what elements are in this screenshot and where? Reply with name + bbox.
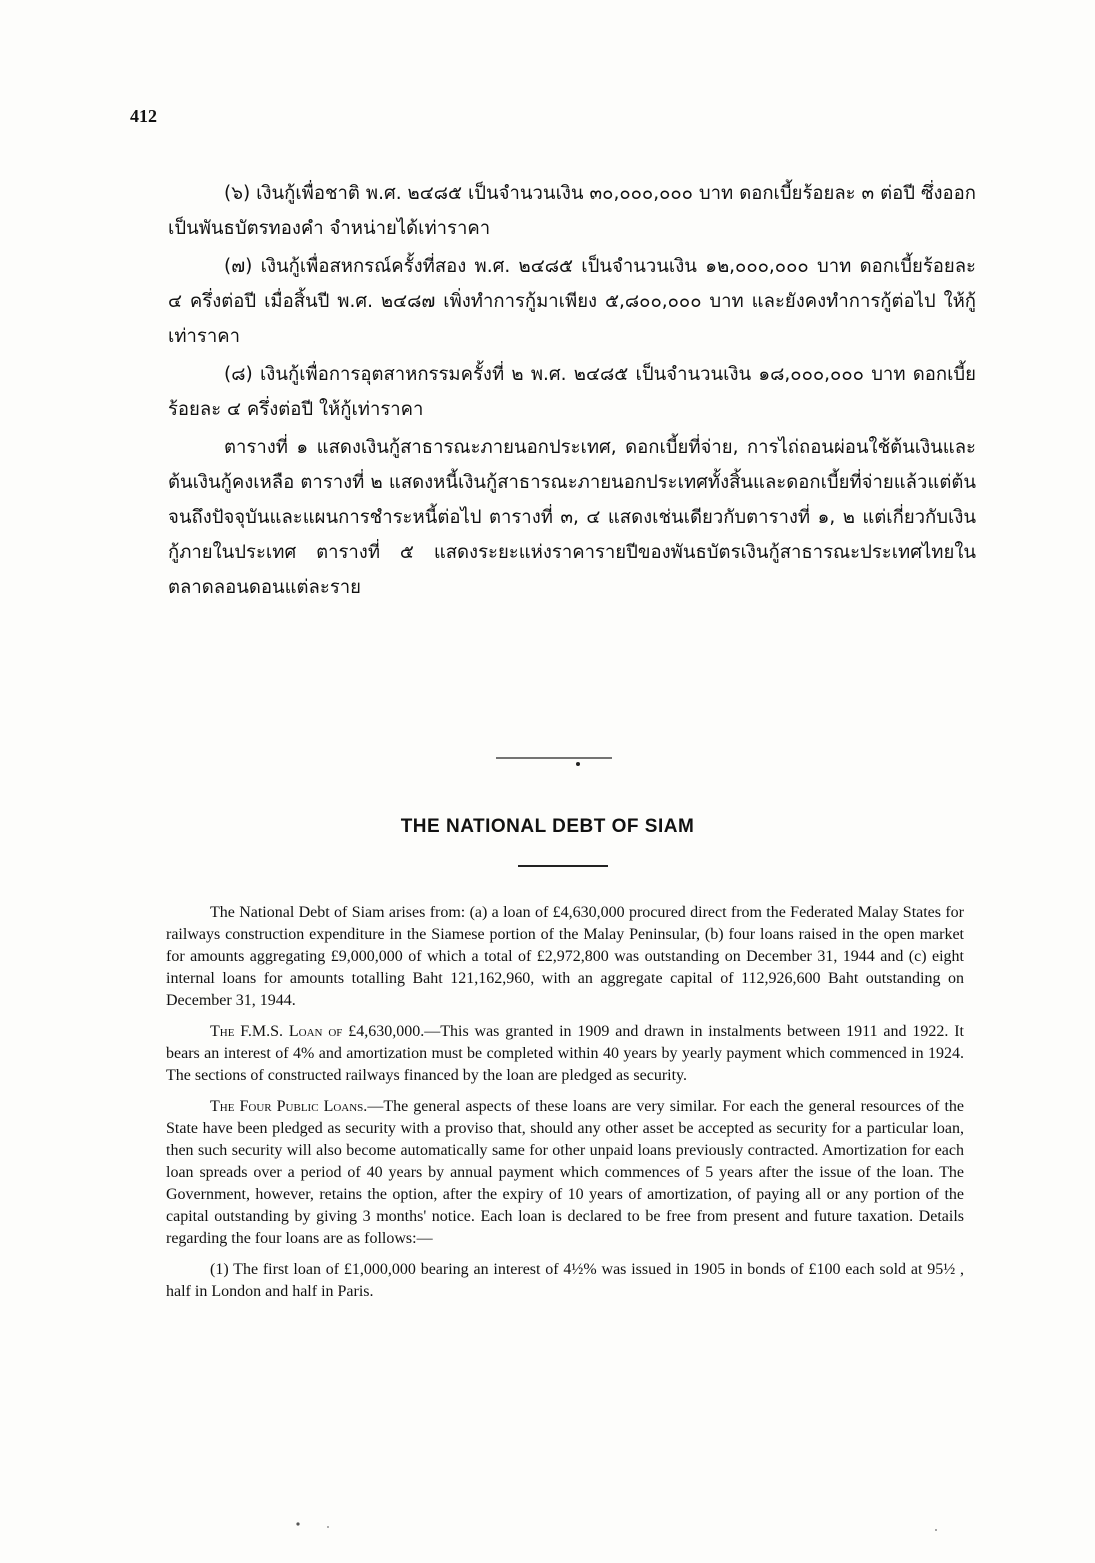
english-text-block — [166, 902, 964, 1312]
section-title: THE NATIONAL DEBT OF SIAM — [400, 816, 695, 837]
paragraph-text: เงินกู้เพื่อสหกรณ์ครั้งที่สอง พ.ศ. ๒๔๘๕ เป็นจำนวนเงิน ๑๒,๐๐๐,๐๐๐ บาท ดอกเบี้ยร้อยละ ๔ ครึ่งต่อปี เมื่อสิ้นปี พ.ศ. ๒๔๘๗ เพิ่งทำการกู้มาเพียง ๕,๘๐๐,๐๐๐ บาท และยังคงทำการกู้ต่อไป ให้กู้เท่าราคา — [168, 256, 976, 347]
thai-paragraph — [168, 430, 976, 605]
paragraph-text: เงินกู้เพื่อชาติ พ.ศ. ๒๔๘๕ เป็นจำนวนเงิน ๓๐,๐๐๐,๐๐๐ บาท ดอกเบี้ยร้อยละ ๓ ต่อปี ซึ่งออกเป็นพันธบัตรทองคำ จำหน่ายได้เท่าราคา — [168, 183, 976, 239]
paragraph-text: (1) The first loan of £1,000,000 bearing an interest of 4½% was issued in 1905 in bonds of £100 each sold at 95½ , half in London and half in Paris. — [166, 1261, 964, 1300]
thai-paragraph — [168, 176, 976, 246]
paragraph-lead: The F.M.S. Loan of £4,630,000. — [210, 1023, 425, 1040]
item-number: (๖) — [224, 183, 251, 204]
paragraph-text: —This was granted in 1909 and drawn in instalments between 1911 and 1922. It bears an interest of 4% and amortization must be completed within 40 years by yearly payment which commenced in 1924. The sections of constructed railways financed by the loan are pledged as security. — [166, 1023, 964, 1084]
divider-ornament — [494, 752, 614, 772]
body-paragraph — [166, 1096, 964, 1250]
paragraph-text: —The general aspects of these loans are very similar. For each the general resources of the State have been pledged as security with a proviso that, should any other asset be accepted as security for a particular loan, then such security will also become automatically same for other unpaid loans previously contracted. Amortization for each loan spreads over a period of 40 years by annual payment which commences of 5 years after the issue of the loan. The Government, however, retains the option, after the expiry of 10 years of amortization, of paying all or any portion of the capital outstanding by giving 3 months' notice. Each loan is declared to be free from present and future taxation. Details regarding the four loans are as follows:— — [166, 1098, 965, 1247]
body-paragraph — [166, 1021, 964, 1087]
item-number: (๗) — [224, 256, 253, 277]
title-rule — [518, 865, 608, 867]
thai-text-block — [168, 176, 976, 608]
body-paragraph — [166, 902, 964, 1012]
item-number: (๘) — [224, 364, 253, 385]
paragraph-text: The National Debt of Siam arises from: (a) a loan of £4,630,000 procured direct from the Federated Malay States for railways construction expenditure in the Siamese portion of the Malay Peninsular, (b) four loans raised in the open market for amounts aggregating £9,000,000 of which a total of £2,972,800 was outstanding on December 31, 1944 and (c) eight internal loans for amounts totalling Baht 121,162,960, with an aggregate capital of 112,926,600 Baht outstanding on December 31, 1944. — [166, 904, 964, 1009]
body-paragraph — [166, 1259, 964, 1303]
paragraph-lead: The Four Public Loans. — [210, 1098, 368, 1115]
page-number: 412 — [130, 106, 157, 126]
scan-specks — [290, 1518, 940, 1538]
thai-paragraph — [168, 249, 976, 354]
paragraph-text: ตารางที่ ๑ แสดงเงินกู้สาธารณะภายนอกประเทศ, ดอกเบี้ยที่จ่าย, การไถ่ถอนผ่อนใช้ต้นเงินและต้นเงินกู้คงเหลือ ตารางที่ ๒ แสดงหนี้เงินกู้สาธารณะภายนอกประเทศทั้งสิ้นและดอกเบี้ยที่จ่ายแล้วแต่ต้นจนถึงปัจจุบันและแผนการชำระหนี้ต่อไป ตารางที่ ๓, ๔ แสดงเช่นเดียวกับตารางที่ ๑, ๒ แต่เกี่ยวกับเงินกู้ภายในประเทศ ตารางที่ ๕ แสดงระยะแห่งราคารายปีของพันธบัตรเงินกู้สาธารณะประเทศไทยในตลาดลอนดอนแต่ละราย — [168, 437, 976, 598]
thai-paragraph — [168, 357, 976, 427]
paragraph-text: เงินกู้เพื่อการอุตสาหกรรมครั้งที่ ๒ พ.ศ. ๒๔๘๕ เป็นจำนวนเงิน ๑๘,๐๐๐,๐๐๐ บาท ดอกเบี้ยร้อยละ ๔ ครึ่งต่อปี ให้กู้เท่าราคา — [168, 364, 977, 420]
